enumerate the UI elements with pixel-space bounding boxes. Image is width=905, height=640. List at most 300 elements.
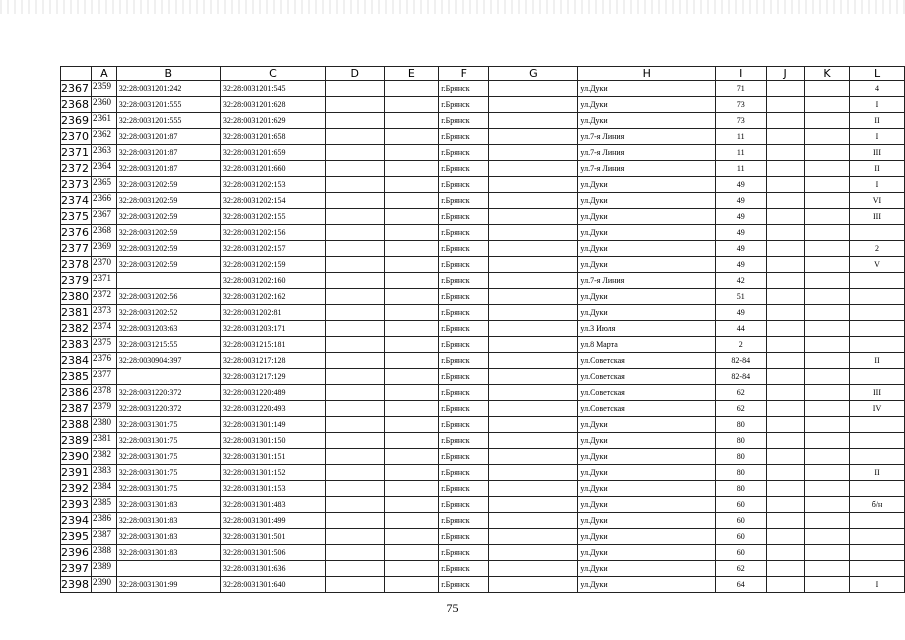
cell-k xyxy=(804,465,849,481)
cell-d xyxy=(325,417,384,433)
cell-a: 2390 xyxy=(92,577,117,593)
cell-h: ул.Дуки xyxy=(578,209,716,225)
cell-l: I xyxy=(850,129,905,145)
cell-i: 73 xyxy=(716,97,766,113)
cell-a: 2360 xyxy=(92,97,117,113)
cell-i: 11 xyxy=(716,161,766,177)
row-number: 2381 xyxy=(61,305,92,321)
cell-f: г.Брянск xyxy=(439,193,489,209)
cell-e xyxy=(384,129,439,145)
cell-j xyxy=(766,273,804,289)
cell-i: 11 xyxy=(716,145,766,161)
cell-c: 32:28:0031301:151 xyxy=(220,449,325,465)
cell-e xyxy=(384,465,439,481)
cell-j xyxy=(766,449,804,465)
column-header: H xyxy=(578,67,716,81)
cell-a: 2386 xyxy=(92,513,117,529)
cell-i: 49 xyxy=(716,193,766,209)
row-number: 2377 xyxy=(61,241,92,257)
cell-b: 32:28:0030904:397 xyxy=(116,353,220,369)
cell-h: ул.Дуки xyxy=(578,177,716,193)
cell-j xyxy=(766,209,804,225)
column-header: C xyxy=(220,67,325,81)
cell-f: г.Брянск xyxy=(439,129,489,145)
cell-c: 32:28:0031301:483 xyxy=(220,497,325,513)
cell-d xyxy=(325,369,384,385)
cell-d xyxy=(325,577,384,593)
cell-a: 2383 xyxy=(92,465,117,481)
cell-d xyxy=(325,481,384,497)
cell-l: III xyxy=(850,145,905,161)
cell-k xyxy=(804,129,849,145)
cell-g xyxy=(489,513,578,529)
row-number: 2371 xyxy=(61,145,92,161)
cell-d xyxy=(325,289,384,305)
cell-k xyxy=(804,257,849,273)
cell-l: II xyxy=(850,353,905,369)
cell-f: г.Брянск xyxy=(439,161,489,177)
cell-b: 32:28:0031202:59 xyxy=(116,257,220,273)
cell-g xyxy=(489,177,578,193)
cell-e xyxy=(384,321,439,337)
cell-g xyxy=(489,529,578,545)
cell-c: 32:28:0031201:629 xyxy=(220,113,325,129)
cell-e xyxy=(384,529,439,545)
cell-i: 60 xyxy=(716,545,766,561)
cell-b: 32:28:0031202:59 xyxy=(116,225,220,241)
cell-e xyxy=(384,113,439,129)
cell-i: 44 xyxy=(716,321,766,337)
cell-g xyxy=(489,561,578,577)
cell-b: 32:28:0031202:59 xyxy=(116,241,220,257)
cell-k xyxy=(804,337,849,353)
cell-k xyxy=(804,401,849,417)
cell-b: 32:28:0031301:99 xyxy=(116,577,220,593)
cell-l: II xyxy=(850,113,905,129)
cell-i: 62 xyxy=(716,401,766,417)
cell-c: 32:28:0031201:628 xyxy=(220,97,325,113)
column-header: J xyxy=(766,67,804,81)
cell-h: ул.7-я Линия xyxy=(578,129,716,145)
cell-b xyxy=(116,561,220,577)
cell-l: 4 xyxy=(850,81,905,97)
cell-e xyxy=(384,577,439,593)
cell-e xyxy=(384,305,439,321)
cell-l: II xyxy=(850,465,905,481)
table-body xyxy=(61,81,905,593)
cell-d xyxy=(325,321,384,337)
cell-a: 2387 xyxy=(92,529,117,545)
cell-f: г.Брянск xyxy=(439,273,489,289)
cell-e xyxy=(384,497,439,513)
cell-g xyxy=(489,353,578,369)
cell-f: г.Брянск xyxy=(439,513,489,529)
cell-h: ул.Дуки xyxy=(578,481,716,497)
cell-a: 2372 xyxy=(92,289,117,305)
cell-a: 2367 xyxy=(92,209,117,225)
cell-k xyxy=(804,385,849,401)
table-row xyxy=(61,257,905,273)
cell-j xyxy=(766,177,804,193)
cell-f: г.Брянск xyxy=(439,81,489,97)
cell-g xyxy=(489,577,578,593)
cell-a: 2369 xyxy=(92,241,117,257)
cell-k xyxy=(804,529,849,545)
cell-j xyxy=(766,385,804,401)
cell-f: г.Брянск xyxy=(439,497,489,513)
cell-d xyxy=(325,385,384,401)
cell-i: 51 xyxy=(716,289,766,305)
cell-f: г.Брянск xyxy=(439,401,489,417)
cell-a: 2371 xyxy=(92,273,117,289)
cell-a: 2366 xyxy=(92,193,117,209)
cell-k xyxy=(804,209,849,225)
cell-d xyxy=(325,209,384,225)
cell-e xyxy=(384,225,439,241)
cell-l xyxy=(850,321,905,337)
cell-k xyxy=(804,449,849,465)
cell-g xyxy=(489,497,578,513)
column-header: A xyxy=(92,67,117,81)
cell-a: 2361 xyxy=(92,113,117,129)
cell-k xyxy=(804,577,849,593)
cell-b: 32:28:0031202:59 xyxy=(116,193,220,209)
cell-g xyxy=(489,273,578,289)
cell-h: ул.Советская xyxy=(578,353,716,369)
cell-d xyxy=(325,401,384,417)
cell-e xyxy=(384,289,439,305)
cell-f: г.Брянск xyxy=(439,433,489,449)
cell-c: 32:28:0031203:171 xyxy=(220,321,325,337)
cell-c: 32:28:0031202:153 xyxy=(220,177,325,193)
cell-j xyxy=(766,225,804,241)
cell-c: 32:28:0031217:129 xyxy=(220,369,325,385)
cell-h: ул.Дуки xyxy=(578,449,716,465)
cell-f: г.Брянск xyxy=(439,337,489,353)
cell-e xyxy=(384,81,439,97)
cell-l xyxy=(850,513,905,529)
table-row xyxy=(61,385,905,401)
cell-h: ул.7-я Линия xyxy=(578,145,716,161)
cell-d xyxy=(325,81,384,97)
cell-e xyxy=(384,369,439,385)
cell-d xyxy=(325,225,384,241)
cell-d xyxy=(325,305,384,321)
cell-h: ул.Дуки xyxy=(578,113,716,129)
cell-c: 32:28:0031202:162 xyxy=(220,289,325,305)
table-row xyxy=(61,401,905,417)
cell-e xyxy=(384,401,439,417)
cell-i: 80 xyxy=(716,433,766,449)
cell-b: 32:28:0031301:83 xyxy=(116,513,220,529)
table-row xyxy=(61,97,905,113)
row-number: 2388 xyxy=(61,417,92,433)
cell-c: 32:28:0031301:501 xyxy=(220,529,325,545)
cell-j xyxy=(766,545,804,561)
cell-g xyxy=(489,113,578,129)
cell-i: 11 xyxy=(716,129,766,145)
cell-l: III xyxy=(850,209,905,225)
cell-a: 2362 xyxy=(92,129,117,145)
cell-e xyxy=(384,417,439,433)
cell-g xyxy=(489,81,578,97)
cell-k xyxy=(804,161,849,177)
cell-j xyxy=(766,289,804,305)
cell-g xyxy=(489,545,578,561)
table-row xyxy=(61,273,905,289)
cell-c: 32:28:0031201:660 xyxy=(220,161,325,177)
row-number: 2367 xyxy=(61,81,92,97)
cell-h: ул.3 Июля xyxy=(578,321,716,337)
cell-k xyxy=(804,417,849,433)
cell-a: 2382 xyxy=(92,449,117,465)
cell-j xyxy=(766,81,804,97)
cell-g xyxy=(489,209,578,225)
cell-i: 62 xyxy=(716,561,766,577)
row-number: 2397 xyxy=(61,561,92,577)
cell-g xyxy=(489,289,578,305)
cell-a: 2370 xyxy=(92,257,117,273)
cell-g xyxy=(489,433,578,449)
cell-g xyxy=(489,241,578,257)
row-number: 2395 xyxy=(61,529,92,545)
cell-h: ул.8 Марта xyxy=(578,337,716,353)
row-number: 2391 xyxy=(61,465,92,481)
cell-f: г.Брянск xyxy=(439,289,489,305)
cell-l xyxy=(850,545,905,561)
cell-e xyxy=(384,145,439,161)
cell-k xyxy=(804,241,849,257)
cell-f: г.Брянск xyxy=(439,145,489,161)
cell-g xyxy=(489,449,578,465)
cell-i: 49 xyxy=(716,241,766,257)
cell-b: 32:28:0031201:242 xyxy=(116,81,220,97)
cell-i: 80 xyxy=(716,465,766,481)
cell-j xyxy=(766,145,804,161)
cell-i: 71 xyxy=(716,81,766,97)
cell-k xyxy=(804,369,849,385)
cell-g xyxy=(489,145,578,161)
cell-c: 32:28:0031215:181 xyxy=(220,337,325,353)
cell-a: 2378 xyxy=(92,385,117,401)
cell-j xyxy=(766,241,804,257)
cell-g xyxy=(489,225,578,241)
row-number: 2386 xyxy=(61,385,92,401)
cell-e xyxy=(384,337,439,353)
cell-b: 32:28:0031301:83 xyxy=(116,529,220,545)
cell-c: 32:28:0031301:636 xyxy=(220,561,325,577)
cell-f: г.Брянск xyxy=(439,417,489,433)
cell-b: 32:28:0031201:555 xyxy=(116,97,220,113)
cell-h: ул.Дуки xyxy=(578,257,716,273)
cell-l: V xyxy=(850,257,905,273)
cell-k xyxy=(804,513,849,529)
cell-b: 32:28:0031202:59 xyxy=(116,177,220,193)
cell-l xyxy=(850,481,905,497)
cell-d xyxy=(325,97,384,113)
cell-i: 73 xyxy=(716,113,766,129)
cell-h: ул.Дуки xyxy=(578,561,716,577)
row-number: 2376 xyxy=(61,225,92,241)
table-row xyxy=(61,545,905,561)
cell-a: 2376 xyxy=(92,353,117,369)
row-number: 2375 xyxy=(61,209,92,225)
table-row xyxy=(61,177,905,193)
table-row xyxy=(61,193,905,209)
cell-c: 32:28:0031202:157 xyxy=(220,241,325,257)
cell-d xyxy=(325,561,384,577)
cell-c: 32:28:0031301:152 xyxy=(220,465,325,481)
scan-noise xyxy=(0,0,905,14)
row-number: 2382 xyxy=(61,321,92,337)
cell-d xyxy=(325,193,384,209)
cell-d xyxy=(325,545,384,561)
cell-h: ул.Дуки xyxy=(578,305,716,321)
cell-c: 32:28:0031202:81 xyxy=(220,305,325,321)
cell-e xyxy=(384,481,439,497)
cell-b: 32:28:0031301:75 xyxy=(116,465,220,481)
cell-e xyxy=(384,449,439,465)
cell-h: ул.Дуки xyxy=(578,193,716,209)
row-number: 2380 xyxy=(61,289,92,305)
row-number: 2396 xyxy=(61,545,92,561)
cell-e xyxy=(384,513,439,529)
cell-b: 32:28:0031301:83 xyxy=(116,497,220,513)
cell-l: II xyxy=(850,161,905,177)
cell-g xyxy=(489,465,578,481)
cell-j xyxy=(766,321,804,337)
cell-j xyxy=(766,161,804,177)
cell-e xyxy=(384,561,439,577)
cell-j xyxy=(766,497,804,513)
cell-a: 2388 xyxy=(92,545,117,561)
cell-h: ул.7-я Линия xyxy=(578,161,716,177)
cell-d xyxy=(325,129,384,145)
column-header: B xyxy=(116,67,220,81)
row-number: 2372 xyxy=(61,161,92,177)
cell-f: г.Брянск xyxy=(439,465,489,481)
cell-l xyxy=(850,337,905,353)
cell-j xyxy=(766,97,804,113)
cell-d xyxy=(325,433,384,449)
cell-j xyxy=(766,465,804,481)
cell-b: 32:28:0031201:87 xyxy=(116,129,220,145)
cell-c: 32:28:0031220:489 xyxy=(220,385,325,401)
cell-f: г.Брянск xyxy=(439,225,489,241)
cell-a: 2359 xyxy=(92,81,117,97)
cell-d xyxy=(325,337,384,353)
row-number: 2379 xyxy=(61,273,92,289)
cell-k xyxy=(804,81,849,97)
row-number: 2393 xyxy=(61,497,92,513)
cell-f: г.Брянск xyxy=(439,209,489,225)
cell-h: ул.Дуки xyxy=(578,97,716,113)
cell-l xyxy=(850,449,905,465)
cell-e xyxy=(384,257,439,273)
cell-k xyxy=(804,321,849,337)
cell-c: 32:28:0031202:155 xyxy=(220,209,325,225)
table-row xyxy=(61,513,905,529)
cell-d xyxy=(325,145,384,161)
cell-c: 32:28:0031217:128 xyxy=(220,353,325,369)
cell-i: 49 xyxy=(716,257,766,273)
cell-g xyxy=(489,369,578,385)
cell-f: г.Брянск xyxy=(439,353,489,369)
cell-j xyxy=(766,305,804,321)
cell-b: 32:28:0031215:55 xyxy=(116,337,220,353)
column-header: I xyxy=(716,67,766,81)
cell-l xyxy=(850,561,905,577)
cell-d xyxy=(325,497,384,513)
cell-k xyxy=(804,497,849,513)
cell-k xyxy=(804,273,849,289)
cell-h: ул.Дуки xyxy=(578,465,716,481)
table-row xyxy=(61,161,905,177)
cell-j xyxy=(766,129,804,145)
table-row xyxy=(61,449,905,465)
cell-j xyxy=(766,353,804,369)
cell-i: 49 xyxy=(716,305,766,321)
column-header: L xyxy=(850,67,905,81)
cell-g xyxy=(489,385,578,401)
cell-d xyxy=(325,513,384,529)
cell-j xyxy=(766,577,804,593)
cell-k xyxy=(804,113,849,129)
cell-j xyxy=(766,513,804,529)
cell-j xyxy=(766,417,804,433)
cell-d xyxy=(325,161,384,177)
column-header: K xyxy=(804,67,849,81)
cell-l xyxy=(850,305,905,321)
cell-l xyxy=(850,529,905,545)
cell-k xyxy=(804,433,849,449)
cell-e xyxy=(384,177,439,193)
row-number: 2389 xyxy=(61,433,92,449)
cell-e xyxy=(384,545,439,561)
cell-l: 2 xyxy=(850,241,905,257)
cell-i: 80 xyxy=(716,481,766,497)
cell-h: ул.Советская xyxy=(578,385,716,401)
table-row xyxy=(61,289,905,305)
cell-a: 2381 xyxy=(92,433,117,449)
cell-c: 32:28:0031301:506 xyxy=(220,545,325,561)
cell-c: 32:28:0031201:545 xyxy=(220,81,325,97)
cell-g xyxy=(489,161,578,177)
table-row xyxy=(61,225,905,241)
cell-g xyxy=(489,305,578,321)
cell-c: 32:28:0031301:149 xyxy=(220,417,325,433)
cell-b: 32:28:0031202:52 xyxy=(116,305,220,321)
column-header: D xyxy=(325,67,384,81)
table-row xyxy=(61,113,905,129)
cell-l xyxy=(850,273,905,289)
table-row xyxy=(61,577,905,593)
cell-l: б/н xyxy=(850,497,905,513)
cell-l xyxy=(850,417,905,433)
cell-c: 32:28:0031301:499 xyxy=(220,513,325,529)
column-header: E xyxy=(384,67,439,81)
table-row xyxy=(61,561,905,577)
cell-e xyxy=(384,97,439,113)
table-row xyxy=(61,497,905,513)
cell-f: г.Брянск xyxy=(439,177,489,193)
cell-k xyxy=(804,305,849,321)
cell-f: г.Брянск xyxy=(439,113,489,129)
cell-j xyxy=(766,113,804,129)
cell-j xyxy=(766,369,804,385)
cell-a: 2364 xyxy=(92,161,117,177)
cell-f: г.Брянск xyxy=(439,369,489,385)
